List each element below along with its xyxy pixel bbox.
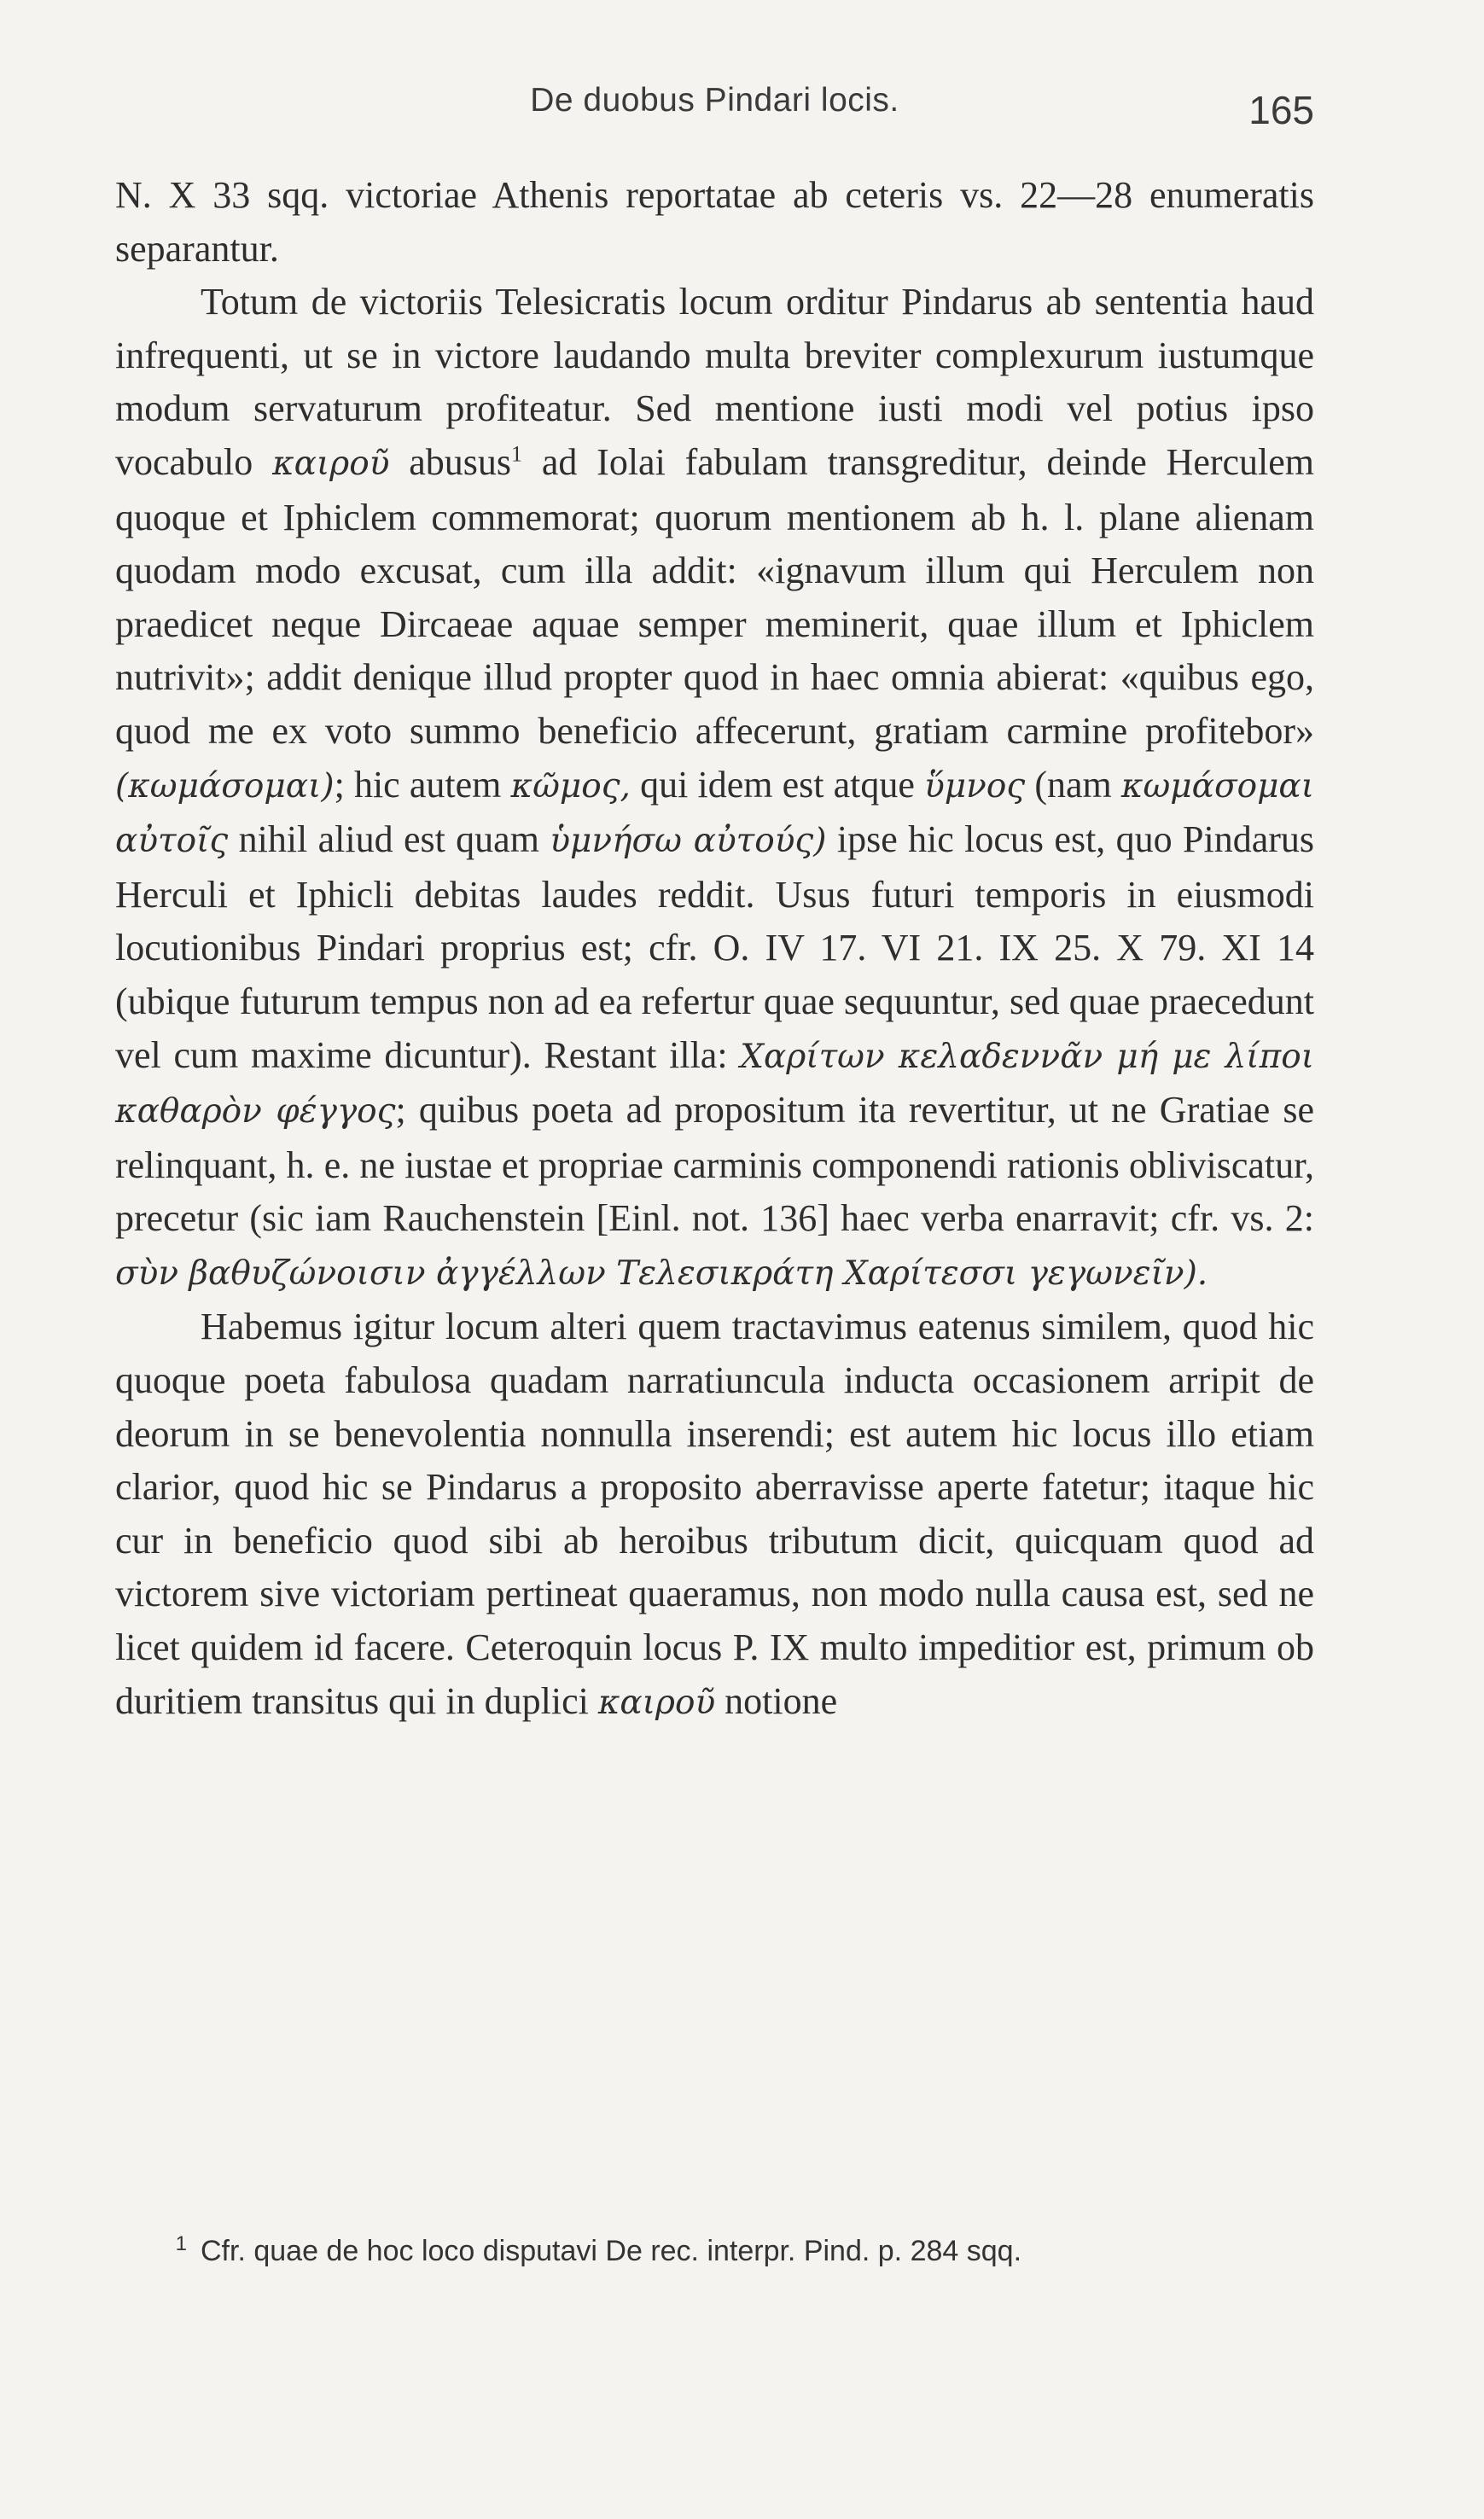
footnote-reference: 1: [511, 441, 523, 467]
text-run: ipse hic locus est, quo Pindarus Herculi et Iphicli debitas laudes reddit. Usus futuri temporis in eiusmodi locutionibus Pindari proprius est; cfr. O. IV 17. VI 21. IX 25. X 79. XI 14 (ubique futurum tempus non ad ea refertur quae sequuntur, sed quae praecedunt vel cum maxime dicuntur). Restant illa:: [115, 818, 1314, 1076]
text-run: nihil aliud est quam: [238, 818, 539, 861]
paragraph-2: [115, 276, 1314, 1300]
greek-phrase: ὑμνήσω αὐτούς): [550, 822, 827, 861]
text-run: (nam: [1034, 763, 1112, 806]
greek-word: ὕμνος: [924, 766, 1026, 806]
greek-phrase: κωμάσομαι αὐτοῖς: [115, 766, 1315, 861]
text-run: ; hic autem: [334, 763, 502, 806]
greek-phrase: Χαρίτων κελαδεννᾶν μή με λίποι καθαρὸν φέγγος: [115, 1037, 1314, 1132]
page-header: [115, 73, 1314, 133]
body-text: [115, 169, 1314, 1730]
paragraph-3: [115, 1300, 1314, 1730]
text-run: ; quibus poeta ad propositum ita revertitur, ut ne Gratiae se relinquant, h. e. ne iustae et propriae carminis componendi rationis obliviscatur, precetur (sic iam Rauchenstein [Einl. not. 136] haec verba enarravit; cfr. vs. 2:: [115, 1089, 1314, 1240]
text-run: ad Iolai fabulam transgreditur, deinde Herculem quoque et Iphiclem commemorat; quorum mentionem ab h. l. plane alienam quodam modo excusat, cum illa addit: «ignavum illum qui Herculem non praedicet neque Dircaeae aquae semper meminerit, quae illum et Iphiclem nutrivit»; addit denique illud propter quod in haec omnia abierat: «quibus ego, quod me ex voto summo beneficio affecerunt, gratiam carmine profitebor»: [115, 440, 1315, 752]
paragraph-1: N. X 33 sqq. victoriae Athenis reportatae ab ceteris vs. 22—28 enumeratis separantur.: [115, 174, 1314, 270]
greek-word: κῶμος,: [510, 766, 631, 806]
footnote-text: Cfr. quae de hoc loco disputavi De rec. interpr. Pind. p. 284 sqq.: [201, 2235, 1022, 2267]
running-head: De duobus Pindari locis.: [530, 82, 899, 119]
greek-phrase: σὺν βαθυζώνοισιν ἀγγέλλων Τελεσικράτη Χαρίτεσσι γεγωνεῖν).: [115, 1254, 1208, 1293]
greek-word: (κωμάσομαι): [115, 766, 335, 806]
greek-word: καιροῦ: [597, 1683, 716, 1722]
footnote: 1 Cfr. quae de hoc loco disputavi De rec. interpr. Pind. p. 284 sqq.: [175, 2231, 1022, 2267]
text-run: qui idem est atque: [640, 763, 915, 806]
text-run: abusus: [409, 440, 512, 483]
text-run: notione: [725, 1679, 838, 1722]
page-number: 165: [1248, 88, 1314, 132]
greek-word: καιροῦ: [272, 444, 390, 483]
text-run: Totum de victoriis Telesicratis locum orditur Pindarus ab sententia haud infrequenti, ut se in victore laudando multa breviter complexurum iustumque modum servaturum profiteatur. Sed mentione iusti modi vel potius ipso vocabulo: [115, 281, 1314, 483]
text-run: Habemus igitur locum alteri quem tractavimus eatenus similem, quod hic quoque poeta fabulosa quadam narratiuncula inducta occasionem arripit de deorum in se benevolentia nonnulla inserendi; est autem hic locus illo etiam clarior, quod hic se Pindarus a proposito aberravisse aperte fatetur; itaque hic cur in beneficio quod sibi ab heroibus tributum dicit, quicquam quod ad victorem sive victoriam pertineat quaeramus, non modo nulla causa est, sed ne licet quidem id facere. Ceteroquin locus P. IX multo impeditior est, primum ob duritiem transitus qui in duplici: [115, 1306, 1314, 1722]
